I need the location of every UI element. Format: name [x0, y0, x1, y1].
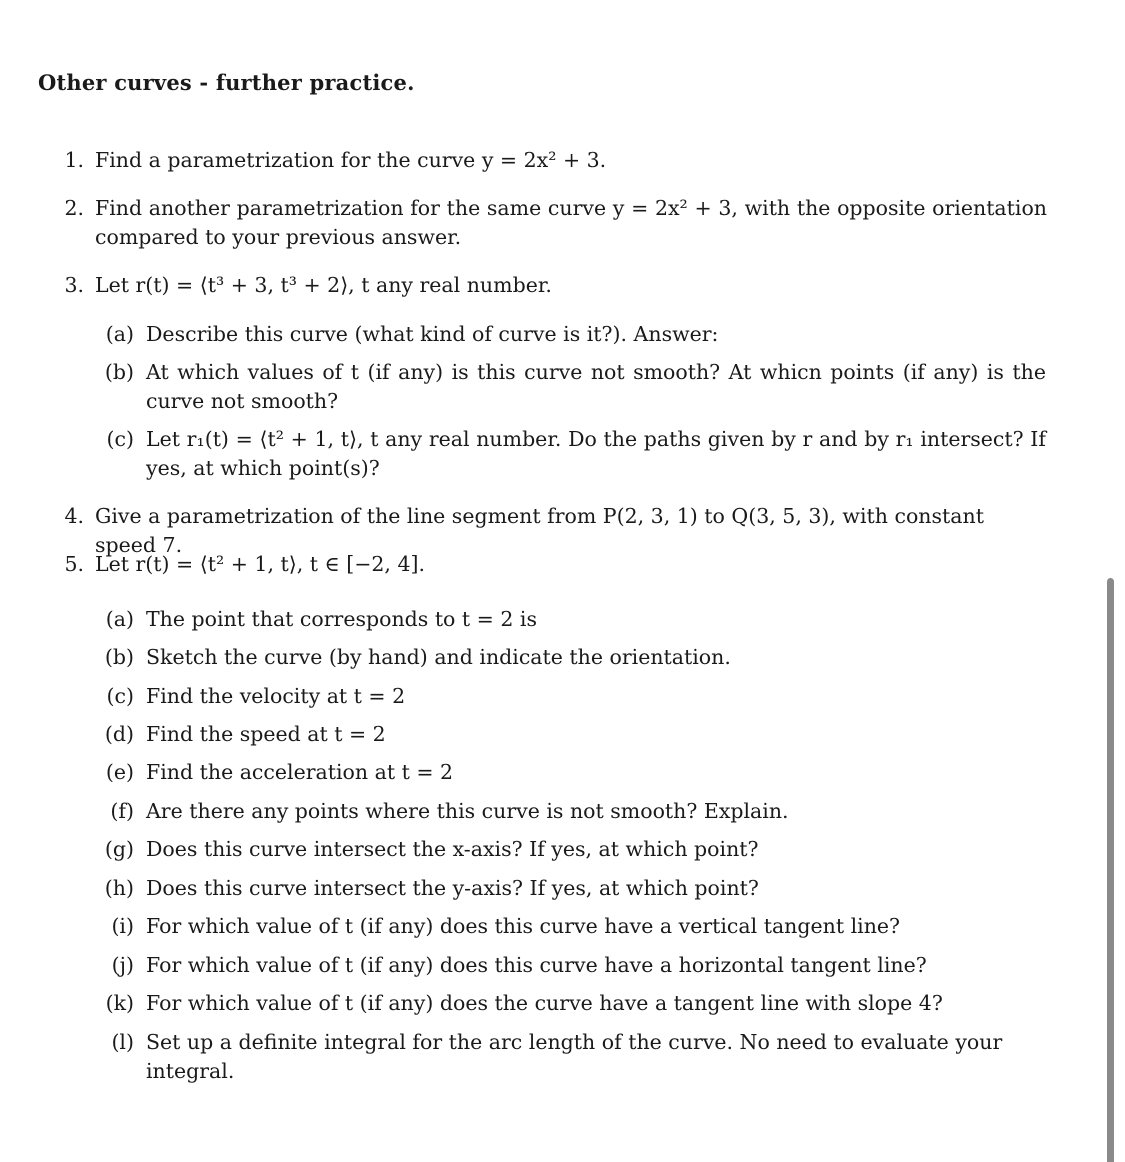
problem-1-number: 1. [64, 148, 84, 172]
problem-5-part-c-label: (c) [106, 684, 134, 708]
problem-3-number: 3. [64, 273, 84, 297]
problem-5-part-k-label: (k) [105, 991, 134, 1015]
problem-5-part-l-label: (l) [111, 1030, 134, 1054]
problem-3-part-c-text: Let r₁(t) = ⟨t² + 1, t⟩, t any real number. Do the paths given by r and by r₁ intersect? If yes, at which point(s)? [146, 427, 1046, 480]
problem-5-part-d-label: (d) [104, 722, 134, 746]
problem-1-text: Find a parametrization for the curve y = 2x² + 3. [95, 148, 607, 172]
problem-5-part-b-text: Sketch the curve (by hand) and indicate the orientation. [146, 645, 731, 669]
problem-5-part-a-text: The point that corresponds to t = 2 is [146, 607, 538, 631]
problem-4-text: Give a parametrization of the line segment from P(2, 3, 1) to Q(3, 5, 3), with constant speed 7. [95, 504, 984, 557]
problem-5-part-a-label: (a) [105, 607, 134, 631]
problem-5-part-j-label: (j) [111, 953, 134, 977]
problem-5-part-f-label: (f) [110, 799, 134, 823]
problem-5-part-d-text: Find the speed at t = 2 [146, 722, 386, 746]
page-title: Other curves - further practice. [38, 70, 415, 95]
problem-5-part-g-label: (g) [104, 837, 134, 861]
problem-4-number: 4. [64, 504, 84, 528]
problem-2-number: 2. [64, 196, 84, 220]
problem-5-part-e-text: Find the acceleration at t = 2 [146, 760, 454, 784]
problem-5-part-h-label: (h) [104, 876, 134, 900]
problem-3-part-b-label: (b) [104, 360, 134, 384]
vertical-scrollbar[interactable] [1107, 578, 1114, 1162]
problem-5-part-e-label: (e) [105, 760, 134, 784]
problem-5-part-i-text: For which value of t (if any) does this curve have a vertical tangent line? [146, 914, 901, 938]
problem-5-part-c-text: Find the velocity at t = 2 [146, 684, 406, 708]
problem-5-number: 5. [64, 552, 84, 576]
problem-5-text: Let r(t) = ⟨t² + 1, t⟩, t ∈ [−2, 4]. [95, 552, 426, 576]
problem-5-part-i-label: (i) [111, 914, 134, 938]
problem-3-text: Let r(t) = ⟨t³ + 3, t³ + 2⟩, t any real number. [95, 273, 552, 297]
problem-3-part-a-label: (a) [105, 322, 134, 346]
problem-5-part-g-text: Does this curve intersect the x-axis? If yes, at which point? [146, 837, 759, 861]
problem-3-part-a-text: Describe this curve (what kind of curve is it?). Answer: [146, 322, 719, 346]
problem-5-part-h-text: Does this curve intersect the y-axis? If yes, at which point? [146, 876, 759, 900]
problem-3-part-c-label: (c) [106, 427, 134, 451]
problem-5-part-k-text: For which value of t (if any) does the curve have a tangent line with slope 4? [146, 991, 943, 1015]
problem-5-part-l-text: Set up a definite integral for the arc length of the curve. No need to evaluate your integral. [146, 1030, 1003, 1083]
problem-3-part-b-text: At which values of t (if any) is this curve not smooth? At whicn points (if any) is the curve not smooth? [146, 360, 1046, 413]
problem-5-part-j-text: For which value of t (if any) does this curve have a horizontal tangent line? [146, 953, 927, 977]
problem-2-text: Find another parametrization for the same curve y = 2x² + 3, with the opposite orientation compared to your previous answer. [95, 196, 1047, 249]
problem-5-part-f-text: Are there any points where this curve is not smooth? Explain. [146, 799, 789, 823]
problem-5-part-b-label: (b) [104, 645, 134, 669]
